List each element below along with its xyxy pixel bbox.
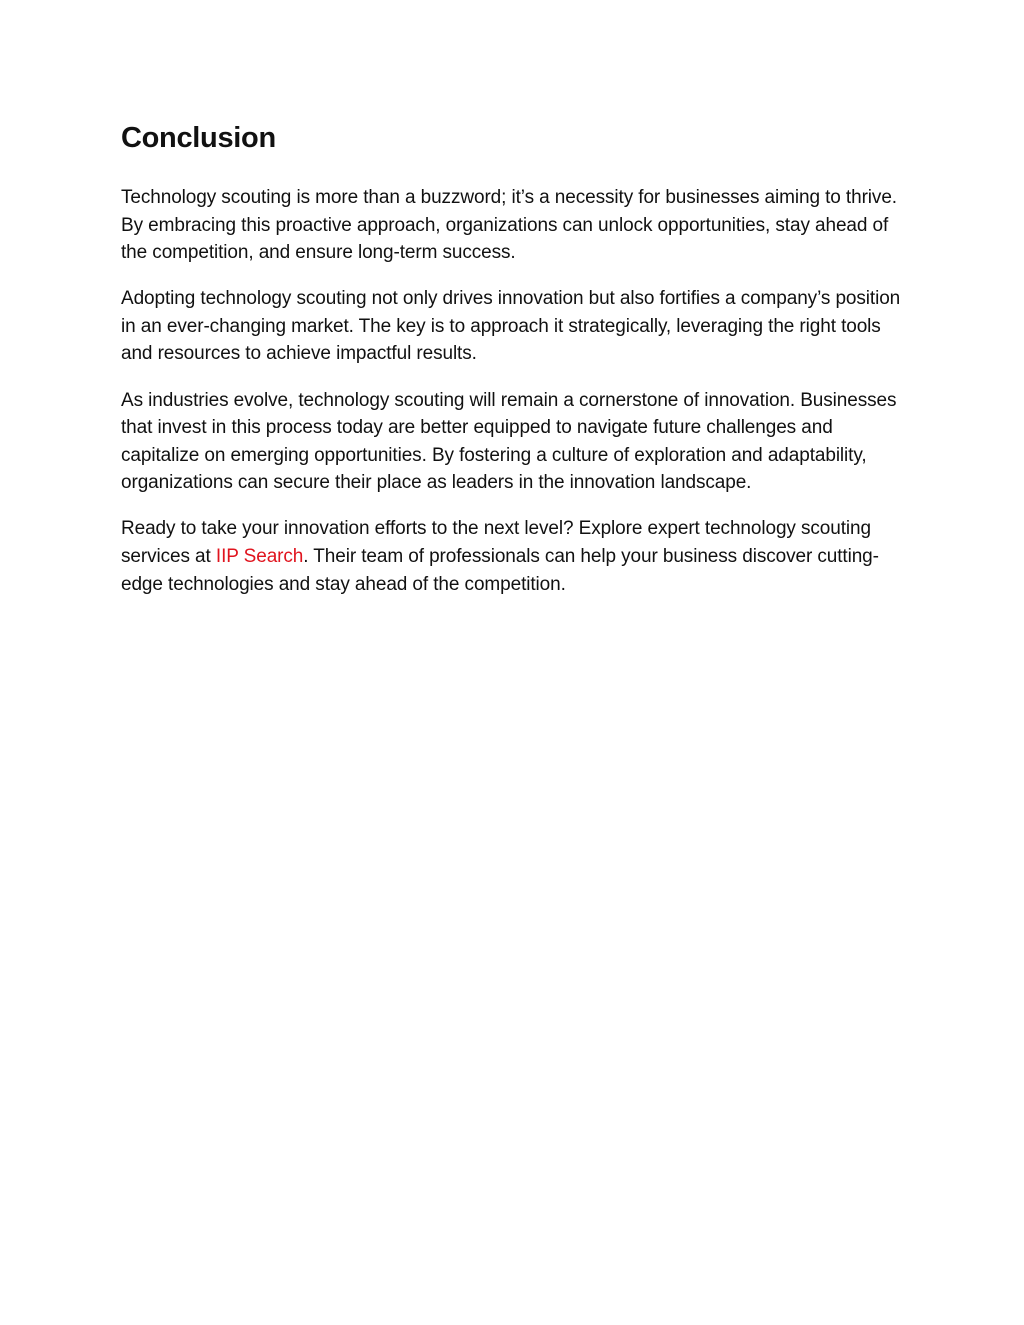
page-title: Conclusion [121, 122, 276, 154]
document-page [121, 118, 911, 617]
paragraph-1: Technology scouting is more than a buzzword; it’s a necessity for businesses aiming to thrive. By embracing this proactive approach, organizations can unlock opportunities, stay ahead of the competition, and ensure long-term success. [121, 187, 897, 264]
paragraph-4 [121, 515, 911, 598]
iip-search-link[interactable]: IIP Search [215, 546, 304, 568]
paragraph-4-text-after: . Their team of professionals can help your business discover cutting-edge technologies and stay ahead of the competition. [121, 546, 879, 595]
paragraph-2: Adopting technology scouting not only drives innovation but also fortifies a company’s position in an ever-changing market. The key is to approach it strategically, leveraging the right tools and resources to achieve impactful results. [121, 288, 901, 365]
paragraph-3: As industries evolve, technology scouting will remain a cornerstone of innovation. Businesses that invest in this process today are better equipped to navigate future challenges and capitalize on emerging opportunities. By fostering a culture of exploration and adaptability, organizations can secure their place as leaders in the innovation landscape. [121, 389, 897, 494]
paragraph-4-text-before: Ready to take your innovation efforts to the next level? Explore expert technology scouting services at [121, 518, 871, 568]
